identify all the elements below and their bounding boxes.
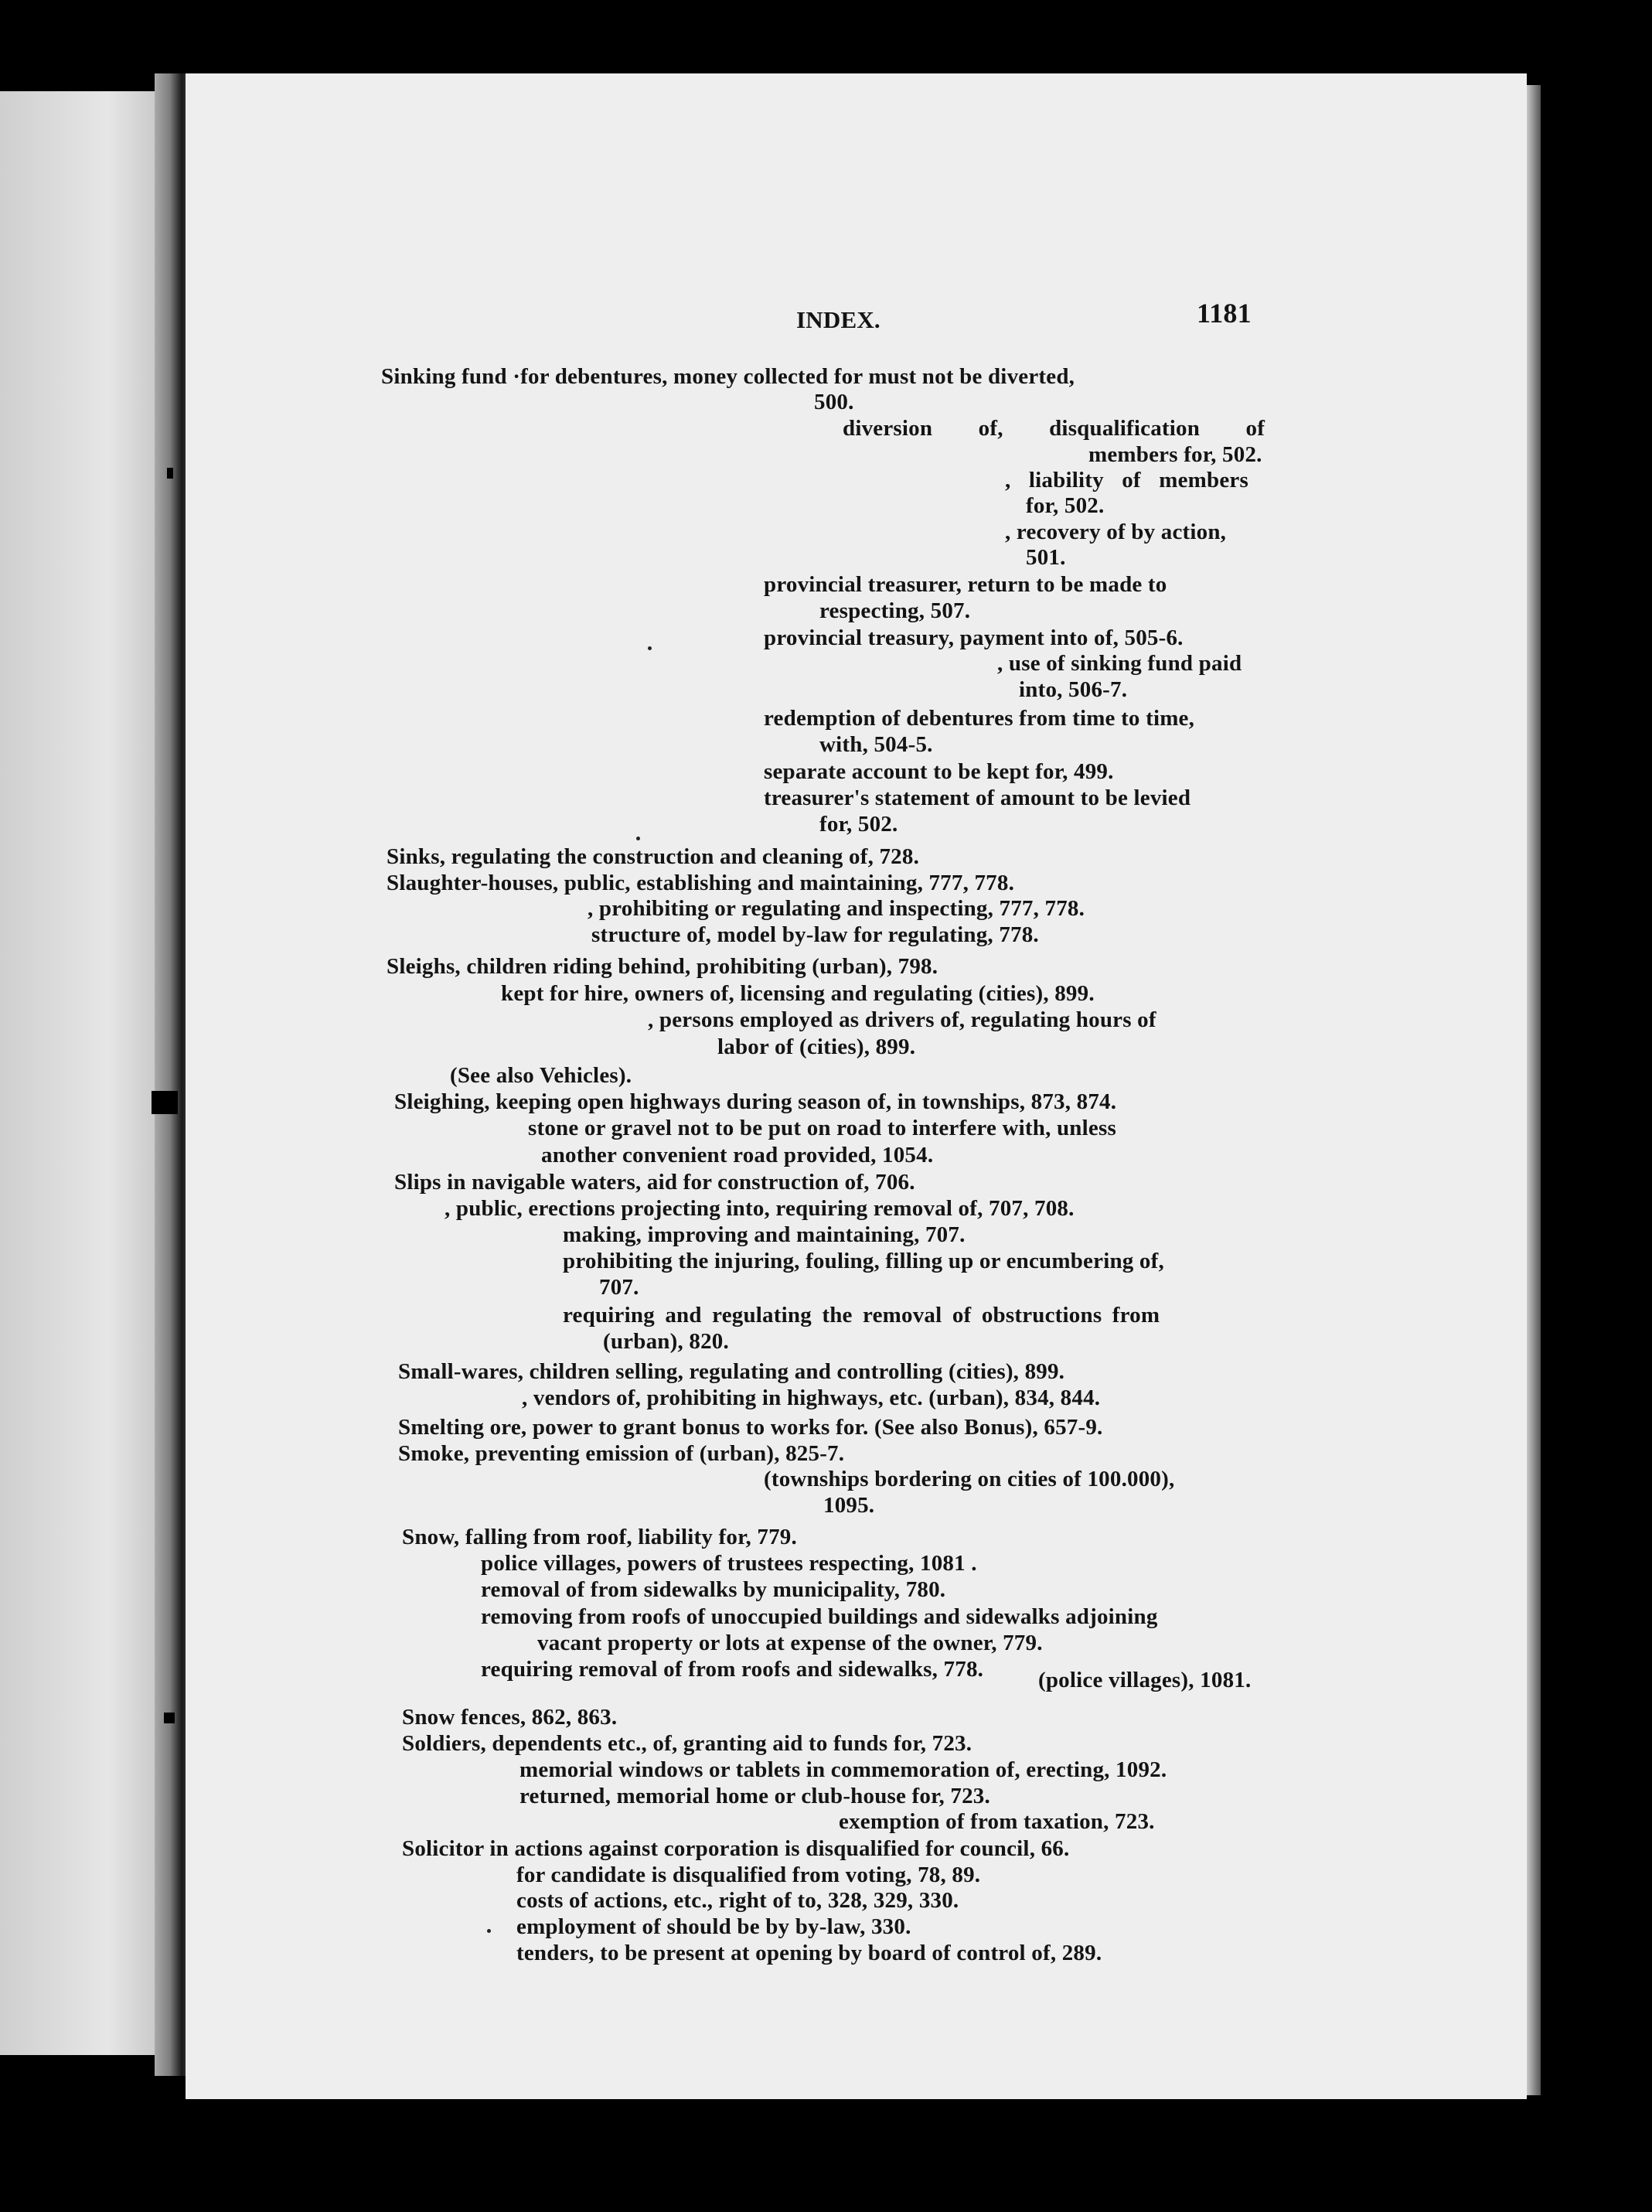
index-entry-line: Snow, falling from roof, liability for, 779. <box>402 1525 797 1549</box>
gutter-mark <box>164 1713 175 1723</box>
index-entry-line: Soldiers, dependents etc., of, granting aid to funds for, 723. <box>402 1731 972 1756</box>
index-entry-line: Small-wares, children selling, regulating and controlling (cities), 899. <box>398 1359 1065 1384</box>
index-entry-line: structure of, model by-law for regulating, 778. <box>591 922 1039 947</box>
index-entry-line: , recovery of by action, <box>1005 520 1227 544</box>
index-entry-line: police villages, powers of trustees respecting, 1081 . <box>481 1551 977 1576</box>
index-entry-line: returned, memorial home or club-house for, 723. <box>519 1784 990 1808</box>
index-entry-line: Smoke, preventing emission of (urban), 825-7. <box>398 1441 845 1466</box>
running-head: INDEX. <box>796 306 880 333</box>
ink-speck <box>636 837 640 840</box>
gutter-mark <box>167 468 173 479</box>
index-entry-line: 1095. <box>823 1493 875 1518</box>
index-entry-line: exemption of from taxation, 723. <box>839 1809 1155 1834</box>
index-entry-line: vacant property or lots at expense of the owner, 779. <box>537 1631 1043 1655</box>
page-edge-shadow <box>1527 85 1541 2095</box>
index-entry-line: provincial treasurer, return to be made to <box>764 572 1167 597</box>
index-entry-line: Solicitor in actions against corporation is disqualified for council, 66. <box>402 1836 1070 1861</box>
index-entry-line: labor of (cities), 899. <box>717 1034 916 1059</box>
ink-speck <box>648 646 652 650</box>
index-entry-line: Sleighing, keeping open highways during season of, in townships, 873, 874. <box>394 1089 1117 1114</box>
index-entry-line: for, 502. <box>819 812 898 837</box>
index-entry-line: , vendors of, prohibiting in highways, etc. (urban), 834, 844. <box>522 1385 1101 1410</box>
left-page-margin <box>0 91 179 2055</box>
index-entry-line: tenders, to be present at opening by board of control of, 289. <box>516 1941 1102 1965</box>
book-gutter <box>155 73 189 2076</box>
index-entry-line: requiring removal of from roofs and sidewalks, 778. <box>481 1657 984 1682</box>
index-entry-line: with, 504-5. <box>819 732 933 757</box>
index-entry-line: for candidate is disqualified from voting, 78, 89. <box>516 1863 981 1887</box>
index-entry-line: Sinking fund ·for debentures, money collected for must not be diverted, <box>381 364 1075 389</box>
ink-speck <box>487 1929 491 1933</box>
index-entry-line: stone or gravel not to be put on road to interfere with, unless <box>528 1116 1116 1140</box>
index-entry-line: Sinks, regulating the construction and cleaning of, 728. <box>387 844 920 869</box>
index-entry-line: separate account to be kept for, 499. <box>764 759 1114 784</box>
index-entry-line: another convenient road provided, 1054. <box>541 1143 934 1167</box>
index-entry-line: kept for hire, owners of, licensing and regulating (cities), 899. <box>501 981 1095 1006</box>
index-entry-line: provincial treasury, payment into of, 505-6. <box>764 625 1184 650</box>
index-entry-line: for, 502. <box>1026 493 1105 518</box>
index-entry-line: (urban), 820. <box>603 1329 729 1354</box>
index-entry-line: 707. <box>599 1275 639 1300</box>
index-entry-line: Slaughter-houses, public, establishing and maintaining, 777, 778. <box>387 871 1015 895</box>
index-entry-line: (townships bordering on cities of 100.000), <box>764 1467 1175 1491</box>
index-entry-line: memorial windows or tablets in commemoration of, erecting, 1092. <box>519 1757 1167 1782</box>
index-entry-line: diversion of, disqualification of <box>843 416 1265 441</box>
index-entry-line: redemption of debentures from time to time, <box>764 706 1195 731</box>
index-entry-line: removal of from sidewalks by municipality, 780. <box>481 1577 946 1602</box>
index-entry-line: Slips in navigable waters, aid for construction of, 706. <box>394 1170 915 1195</box>
index-entry-line: requiring and regulating the removal of obstructions from <box>563 1303 1160 1328</box>
page-number: 1181 <box>1197 298 1252 329</box>
gutter-mark <box>152 1091 178 1114</box>
index-entry-line: prohibiting the injuring, fouling, filling up or encumbering of, <box>563 1249 1164 1273</box>
index-entry-line: Snow fences, 862, 863. <box>402 1705 618 1730</box>
index-entry-line: respecting, 507. <box>819 598 971 623</box>
index-entry-line: 501. <box>1026 545 1066 570</box>
index-entry-line: (See also Vehicles). <box>450 1063 632 1088</box>
index-entry-line: treasurer's statement of amount to be levied <box>764 786 1191 810</box>
index-entry-line: Smelting ore, power to grant bonus to works for. (See also Bonus), 657-9. <box>398 1415 1103 1440</box>
index-entry-line: (police villages), 1081. <box>1038 1668 1252 1692</box>
index-entry-line: , public, erections projecting into, requiring removal of, 707, 708. <box>445 1196 1075 1221</box>
index-entry-line: removing from roofs of unoccupied buildings and sidewalks adjoining <box>481 1604 1158 1629</box>
index-entry-line: into, 506-7. <box>1019 677 1128 702</box>
index-entry-line: Sleighs, children riding behind, prohibiting (urban), 798. <box>387 954 938 979</box>
index-entry-line: , persons employed as drivers of, regulating hours of <box>648 1007 1156 1032</box>
index-entry-line: , liability of members <box>1005 468 1248 493</box>
index-entry-line: , prohibiting or regulating and inspecting, 777, 778. <box>588 896 1085 921</box>
index-entry-line: members for, 502. <box>1088 442 1262 467</box>
index-entry-line: 500. <box>814 390 854 414</box>
index-entry-line: costs of actions, etc., right of to, 328, 329, 330. <box>516 1888 959 1913</box>
index-entry-line: , use of sinking fund paid <box>997 651 1242 676</box>
index-entry-line: employment of should be by by-law, 330. <box>516 1914 911 1939</box>
index-entry-line: making, improving and maintaining, 707. <box>563 1222 966 1247</box>
